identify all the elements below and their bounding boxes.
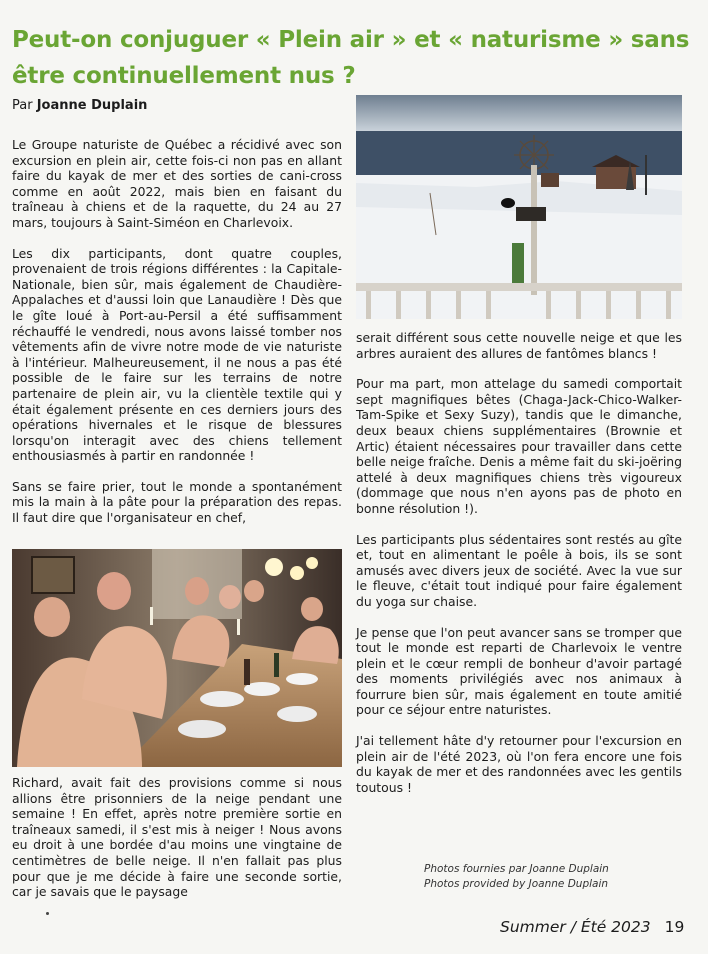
page-footer [500,918,684,936]
photo-credit-fr: Photos fournies par Joanne Duplain [424,863,609,875]
paragraph: Les participants plus sédentaires sont restés au gîte et, tout en alimentant le poêle à bois, ils se sont amusés avec divers jeux de société. Avec la vue sur le fleuve, c'était tout indiqué pour faire également du yoga sur chaise. [356,531,682,609]
winter-landscape-photo [356,95,682,319]
author-name: Joanne Duplain [36,98,148,113]
issue-label: Summer / Été 2023 [500,918,651,936]
page-number: 19 [664,918,685,936]
article-title: Peut-on conjuguer « Plein air » et « naturisme » sans être continuellement nus ? [12,27,690,89]
paragraph: serait différent sous cette nouvelle neige et que les arbres auraient des allures de fantômes blancs ! [356,330,682,361]
paragraph: Je pense que l'on peut avancer sans se tromper que tout le monde est reparti de Charlevoix le ventre plein et le cœur rempli de bonheur d'avoir partagé des moments privilégiés avec nos animaux à fourrure bien sûr, mais également en toute amitié pour ce séjour entre naturistes. [356,624,682,718]
paragraph: J'ai tellement hâte d'y retourner pour l'excursion en plein air de l'été 2023, où l'on fera encore une fois du kayak de mer et des randonnées avec les gentils toutous ! [356,733,682,795]
right-column-text [356,330,682,810]
paragraph: Pour ma part, mon attelage du samedi comportait sept magnifiques bêtes (Chaga-Jack-Chico-Walker-Tam-Spike et Sexy Suzy), tandis que le dimanche, deux beaux chiens supplémentaires (Brownie et Artic) étaient nécessaires pour travailler dans cette belle neige fraîche. Denis a même fait du ski-joëring attelé à deux magnifiques chiens très vigoureux (dommage que nous n'en ayons pas de photo en bonne résolution !). [356,376,682,516]
paragraph: Les dix participants, dont quatre couples, provenaient de trois régions différentes : la Capitale-Nationale, bien sûr, mais également de Chaudière-Appalaches et d'aussi loin que Lanaudière ! Dès que le gîte loué à Port-au-Persil a été suffisamment réchauffé le vendredi, nous avons laissé tomber nos vêtements afin de vivre notre mode de vie naturiste à l'intérieur. Malheureusement, il ne nous a pas été possible de le faire sur les terrains de notre partenaire de plein air, vu la clientèle textile qui y était également présente en ces derniers jours des opérations hivernales et le risque de blessures lorsqu'on interagit avec des chiens tellement enthousiasmés à partir en randonnée ! [12,245,342,464]
byline-prefix: Par [12,98,33,113]
photo-credits [424,862,609,892]
paragraph: Le Groupe naturiste de Québec a récidivé avec son excursion en plein air, cette fois-ci non pas en allant faire du kayak de mer et des sorties de cani-cross comme en août 2022, mais bien en faisant du traîneau à chiens et de la raquette, du 24 au 27 mars, toujours à Saint-Siméon en Charlevoix. [12,137,342,230]
left-column-text [12,137,342,541]
photo-credit-en: Photos provided by Joanne Duplain [424,878,609,890]
left-column-bottom-text [12,775,342,915]
paragraph: Richard, avait fait des provisions comme si nous allions être prisonniers de la neige pendant une semaine ! En effet, après notre première sortie en traîneaux samedi, il s'est mis à neiger ! Nous avons eu droit à une bordée d'au moins une vingtaine de centimètres de belle neige. Il n'en fallait pas plus pour que je me décide à faire une seconde sortie, car je savais que le paysage [12,775,342,900]
stray-mark [46,912,49,915]
byline [12,97,147,115]
dinner-photo [12,549,342,767]
paragraph: Sans se faire prier, tout le monde a spontanément mis la main à la pâte pour la préparation des repas. Il faut dire que l'organisateur en chef, [12,478,342,526]
